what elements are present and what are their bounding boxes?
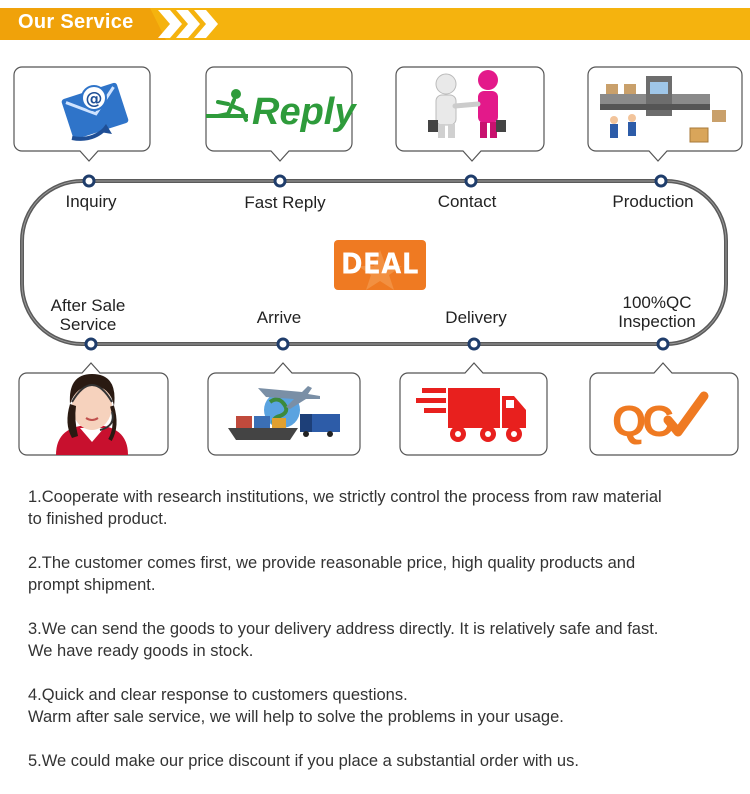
card-after-sale: [19, 363, 168, 455]
svg-text:@: @: [85, 89, 103, 109]
deal-badge: [334, 240, 426, 290]
reply-icon-text: Reply: [252, 91, 356, 133]
service-point: 3.We can send the goods to your delivery address directly. It is relatively safe and fast. We have ready goods in stock.: [28, 620, 659, 660]
stage-label-inquiry: Inquiry: [65, 192, 117, 211]
card-inquiry: [14, 67, 150, 161]
stage-label-production: Production: [612, 192, 694, 211]
stage-label-arrive: Arrive: [256, 308, 302, 327]
service-points: [28, 486, 728, 794]
card-delivery: [400, 363, 547, 455]
stage-label-delivery: Delivery: [445, 308, 507, 327]
service-point: 5.We could make our price discount if you place a substantial order with us.: [28, 752, 579, 770]
deal-label: DEAL: [340, 248, 420, 282]
card-production: [588, 67, 742, 161]
stage-label-contact: Contact: [437, 192, 497, 211]
stage-label-qc-inspection: 100%QC Inspection: [618, 293, 696, 331]
card-fast-reply: [206, 67, 357, 161]
stage-label-after-sale: After Sale Service: [50, 296, 126, 334]
card-contact: [396, 67, 544, 161]
service-point: 2.The customer comes first, we provide reasonable price, high quality products and prompt shipment.: [28, 554, 636, 594]
stage-label-fast-reply: Fast Reply: [244, 193, 326, 212]
service-point: 4.Quick and clear response to customers questions. Warm after sale service, we will help to solve the problems in your usage.: [28, 686, 564, 726]
banner-title: Our Service: [18, 11, 134, 33]
qc-icon-text: QC: [612, 397, 670, 446]
card-arrive: [208, 363, 360, 455]
card-qc-inspection: [590, 363, 738, 455]
service-point: 1.Cooperate with research institutions, we strictly control the process from raw material to finished product.: [28, 488, 662, 528]
